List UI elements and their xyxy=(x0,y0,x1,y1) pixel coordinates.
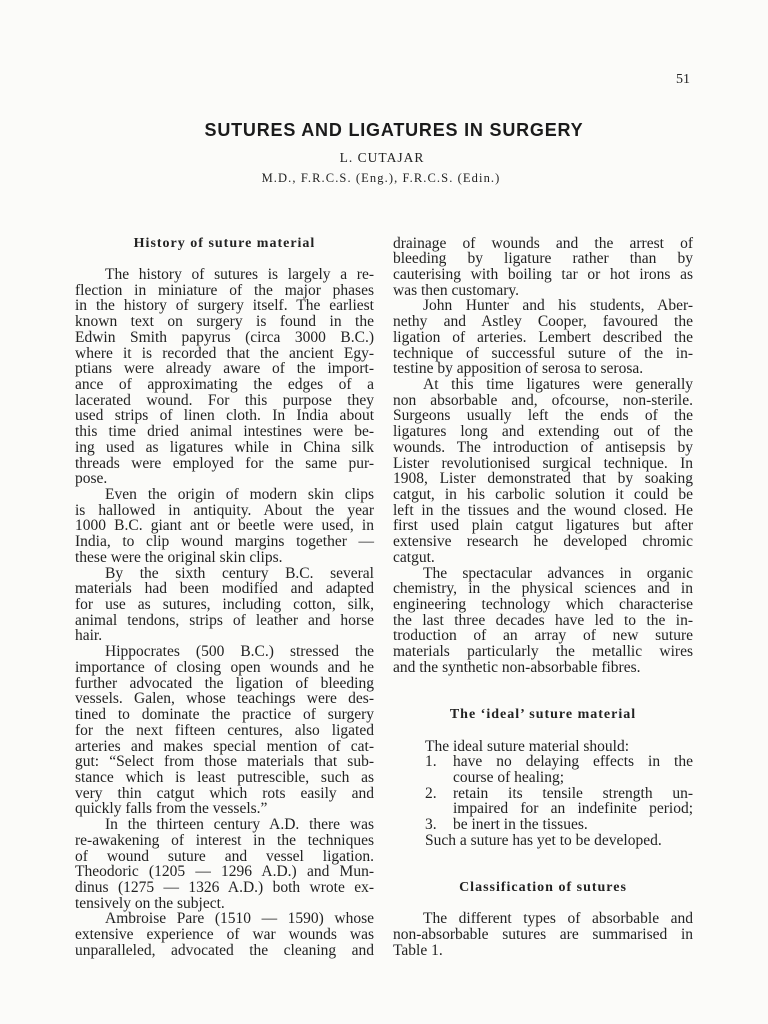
text-line: where it is recorded that the ancient Egy- xyxy=(75,344,374,362)
text-line: have no delaying effects in the xyxy=(453,753,693,771)
list-closing: Such a suture has yet to be developed. xyxy=(425,831,662,849)
section-heading-ideal: The ‘ideal’ suture material xyxy=(449,707,637,723)
text-line: this time dried animal intestines were be- xyxy=(75,423,374,441)
text-line: tensively on the subject. xyxy=(75,894,225,912)
section-heading-history: History of suture material xyxy=(133,235,316,251)
section-classification xyxy=(393,880,693,959)
paragraph xyxy=(75,267,374,487)
text-line: ligatures long and extending out of the xyxy=(393,423,693,441)
text-line: known text on surgery is found in the xyxy=(75,313,374,331)
text-line: dinus (1275 — 1326 A.D.) both wrote ex- xyxy=(75,878,374,896)
text-line: Table 1. xyxy=(393,941,443,959)
text-line: animal tendons, strips of leather and horse xyxy=(75,611,374,629)
list-number: 3. xyxy=(425,816,437,834)
text-line: retain its tensile strength un- xyxy=(453,784,693,802)
text-line: vessels. Galen, whose teachings were des- xyxy=(75,690,374,708)
text-line: and the synthetic non-absorbable fibres. xyxy=(393,658,641,676)
text-line: nethy and Astley Cooper, favoured the xyxy=(393,313,693,331)
text-line: Even the origin of modern skin clips xyxy=(105,486,374,503)
text-line: further advocated the ligation of bleeding xyxy=(75,674,374,692)
text-line: was then customary. xyxy=(393,281,519,299)
list-item xyxy=(393,786,693,817)
text-line: testine by apposition of serosa to serosa. xyxy=(393,360,644,378)
paragraph xyxy=(393,377,693,566)
text-line: unparalleled, advocated the cleaning and xyxy=(75,941,374,959)
text-line: arteries and makes special mention of cat- xyxy=(75,737,374,755)
classification-body xyxy=(393,911,693,958)
text-line: technique of successful suture of the in- xyxy=(393,344,693,362)
text-line: these were the original skin clips. xyxy=(75,548,283,566)
text-line: engineering technology which characterise xyxy=(393,596,693,614)
text-line: Edwin Smith papyrus (circa 3000 B.C.) xyxy=(75,328,374,346)
text-line: 1908, Lister demonstrated that by soaking xyxy=(393,470,693,488)
text-line: lacerated wound. For this purpose they xyxy=(75,391,374,409)
text-line: the last three decades have led to the in- xyxy=(393,611,693,629)
text-line: quickly falls from the vessels.” xyxy=(75,800,268,818)
list-number: 1. xyxy=(425,753,437,771)
list-number: 2. xyxy=(425,784,437,802)
text-line: non absorbable and, ofcourse, non-sterile. xyxy=(393,391,693,409)
text-line: catgut. xyxy=(393,548,435,566)
paragraph xyxy=(393,566,693,676)
text-line: Ambroise Pare (1510 — 1590) whose xyxy=(105,910,374,928)
text-line: materials had been modified and adapted xyxy=(75,580,374,598)
left-column xyxy=(75,236,374,959)
text-line: flection in miniature of the major phases xyxy=(75,281,374,299)
text-line: ligation of arteries. Lembert described the xyxy=(393,328,693,346)
section-ideal-suture xyxy=(393,707,693,848)
text-line: left in the tissues and the wound closed. He xyxy=(393,501,693,519)
text-line: cauterising with boiling tar or hot irons as xyxy=(393,265,693,283)
text-line: wounds. The introduction of antisepsis by xyxy=(393,438,693,456)
paragraph xyxy=(75,566,374,645)
paragraph xyxy=(75,817,374,911)
text-line: ing used as ligatures while in China silk xyxy=(75,438,374,456)
text-line: 1000 B.C. giant ant or beetle were used, in xyxy=(75,517,374,535)
text-line: At this time ligatures were generally xyxy=(423,375,693,393)
text-line: course of healing; xyxy=(453,768,565,786)
text-line: impaired for an indefinite period; xyxy=(453,800,693,818)
text-line: pose. xyxy=(75,470,108,488)
text-line: John Hunter and his students, Aber- xyxy=(423,297,693,315)
section-heading-classification: Classification of sutures xyxy=(459,879,627,895)
text-line: used strips of linen cloth. In India about xyxy=(75,407,374,425)
text-line: troduction of an array of new suture xyxy=(393,627,693,645)
paragraph xyxy=(393,236,693,299)
text-line: importance of closing open wounds and he xyxy=(75,658,374,676)
text-line: hair. xyxy=(75,627,103,645)
paragraph xyxy=(393,298,693,377)
list-item xyxy=(393,817,693,833)
text-line: be inert in the tissues. xyxy=(453,816,588,834)
text-line: threads were employed for the same pur- xyxy=(75,454,374,472)
text-line: for use as sutures, including cotton, silk, xyxy=(75,596,374,614)
text-line: first used plain catgut ligatures but after xyxy=(393,517,693,535)
author-credentials: M.D., F.R.C.S. (Eng.), F.R.C.S. (Edin.) xyxy=(261,171,501,185)
text-line: The history of sutures is largely a re- xyxy=(105,265,374,283)
text-line: ance of approximating the edges of a xyxy=(75,375,374,393)
list-intro: The ideal suture material should: xyxy=(425,737,630,755)
text-line: India, to clip wound margins together — xyxy=(75,533,374,551)
text-line: non-absorbable sutures are summarised in xyxy=(393,926,693,944)
text-line: tined to dominate the practice of surgery xyxy=(75,706,374,724)
text-line: in the history of surgery itself. The earliest xyxy=(75,297,374,315)
text-line: Theodoric (1205 — 1296 A.D.) and Mun- xyxy=(75,863,374,881)
text-line: gut: “Select from those materials that sub- xyxy=(75,753,374,771)
list-item xyxy=(393,754,693,785)
text-line: drainage of wounds and the arrest of xyxy=(393,234,693,252)
text-line: catgut, in his carbolic solution it could be xyxy=(393,486,693,503)
text-line: extensive experience of war wounds was xyxy=(75,926,374,944)
requirements-list xyxy=(393,754,693,833)
text-line: The spectacular advances in organic xyxy=(423,564,693,582)
text-line: stance which is least putrescible, such as xyxy=(75,768,374,786)
text-line: In the thirteen century A.D. there was xyxy=(105,816,374,834)
text-line: bleeding by ligature rather than by xyxy=(393,250,693,268)
text-line: very thin catgut which rots easily and xyxy=(75,784,374,802)
article-title: SUTURES AND LIGATURES IN SURGERY xyxy=(204,120,584,140)
text-line: ptians were already aware of the import- xyxy=(75,360,374,378)
text-line: for the next fifteen centures, also ligated xyxy=(75,721,374,739)
right-column-body xyxy=(393,236,693,676)
paragraph xyxy=(75,487,374,566)
text-line: re-awakening of interest in the techniques xyxy=(75,831,374,849)
text-line: is hallowed in antiquity. About the year xyxy=(75,501,374,519)
text-line: Lister revolutionised surgical technique. In xyxy=(393,454,693,472)
right-column xyxy=(393,236,693,959)
text-line: Surgeons usually left the ends of the xyxy=(393,407,693,425)
page-number: 51 xyxy=(676,72,690,87)
text-line: materials particularly the metallic wires xyxy=(393,643,693,661)
left-column-body xyxy=(75,267,374,959)
paragraph xyxy=(75,644,374,817)
text-line: The different types of absorbable and xyxy=(423,910,693,928)
paragraph xyxy=(75,911,374,958)
author-name: L. CUTAJAR xyxy=(339,150,425,165)
paragraph xyxy=(393,911,693,958)
text-line: Hippocrates (500 B.C.) stressed the xyxy=(105,643,374,661)
text-line: of wound suture and vessel ligation. xyxy=(75,847,374,865)
text-line: By the sixth century B.C. several xyxy=(105,564,374,582)
text-line: chemistry, in the physical sciences and in xyxy=(393,580,693,598)
text-line: extensive research he developed chromic xyxy=(393,533,693,551)
